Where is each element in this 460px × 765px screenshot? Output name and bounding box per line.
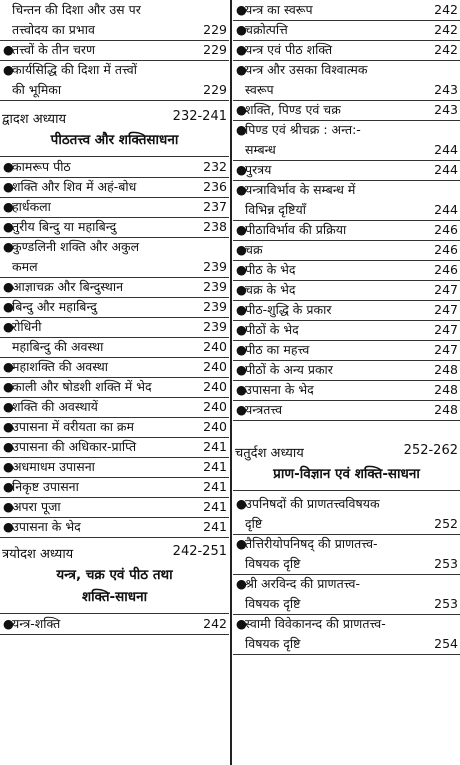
entry-title-line: आज्ञाचक्र और बिन्दुस्थान <box>12 279 124 294</box>
bullet-icon: ● <box>3 159 14 174</box>
chapter-heading <box>233 440 460 486</box>
toc-entry[interactable] <box>0 297 229 317</box>
bullet-icon: ● <box>3 199 14 214</box>
toc-entry-line <box>0 80 229 100</box>
toc-entry[interactable] <box>233 494 460 534</box>
entry-title-line: शक्ति की अवस्थायें <box>12 399 98 414</box>
toc-entry[interactable] <box>0 477 229 497</box>
bullet-icon: ● <box>3 519 14 534</box>
page-number: 242 <box>434 2 458 17</box>
toc-entry-line <box>233 320 460 340</box>
bullet-icon: ● <box>236 182 247 197</box>
toc-entry-line <box>0 217 229 237</box>
toc-entry[interactable] <box>233 120 460 160</box>
toc-entry-line <box>233 514 460 534</box>
page-number: 239 <box>203 259 227 274</box>
entry-divider <box>0 634 229 635</box>
toc-entry[interactable] <box>0 337 229 357</box>
bullet-icon: ● <box>3 399 14 414</box>
chapter-page-range: 242-251 <box>172 544 227 559</box>
toc-entry-line <box>0 257 229 277</box>
bullet-icon: ● <box>3 499 14 514</box>
entry-title-line: शक्ति और शिव में अहं-बोध <box>12 179 137 194</box>
entry-title-line: यन्त्राविर्भाव के सम्बन्ध में <box>245 182 356 197</box>
bullet-icon: ● <box>236 342 247 357</box>
entry-title-line: तुरीय बिन्दु या महाबिन्दु <box>12 219 117 234</box>
chapter-page-range: 252-262 <box>403 443 458 458</box>
entry-title-line: पीठ का महत्त्व <box>245 342 310 357</box>
entry-title-line: दृष्टि <box>245 516 263 531</box>
toc-entry-line <box>233 100 460 120</box>
bullet-icon: ● <box>3 379 14 394</box>
toc-entry[interactable] <box>0 237 229 277</box>
toc-entry[interactable] <box>233 534 460 574</box>
entry-title-line: पिण्ड एवं श्रीचक्र : अन्त:- <box>245 122 361 137</box>
toc-entry[interactable] <box>0 397 229 417</box>
entry-title-line: पीठ-शुद्धि के प्रकार <box>245 302 332 317</box>
toc-entry[interactable] <box>0 0 229 40</box>
chapter-subtitle: यन्त्र, चक्र एवं पीठ तथा <box>56 567 173 583</box>
entry-title-line: स्वरूप <box>245 82 274 97</box>
entry-title-line: तत्त्वों के तीन चरण <box>12 42 96 57</box>
toc-entry-line <box>233 40 460 60</box>
entry-divider <box>0 100 229 101</box>
bullet-icon: ● <box>3 299 14 314</box>
page-number: 254 <box>434 636 458 651</box>
toc-entry-line <box>0 60 229 80</box>
entry-title-line: उपासना में वरीयता का क्रम <box>12 419 135 434</box>
toc-entry-line <box>233 340 460 360</box>
entry-title-line: निकृष्ट उपासना <box>12 479 79 494</box>
toc-entry-line <box>233 494 460 514</box>
toc-entry[interactable] <box>0 457 229 477</box>
bullet-icon: ● <box>236 42 247 57</box>
page-number: 242 <box>434 42 458 57</box>
bullet-icon: ● <box>236 262 247 277</box>
toc-entry[interactable] <box>0 357 229 377</box>
page-number: 240 <box>203 359 227 374</box>
page-number: 253 <box>434 556 458 571</box>
toc-entry-line <box>0 517 229 537</box>
page-number: 244 <box>434 162 458 177</box>
entry-title-line: यन्त्र-शक्ति <box>12 616 61 631</box>
entry-divider <box>233 654 460 655</box>
page-number: 240 <box>203 339 227 354</box>
toc-entry[interactable] <box>233 240 460 260</box>
page-number: 239 <box>203 319 227 334</box>
bullet-icon: ● <box>236 122 247 137</box>
toc-entry[interactable] <box>0 60 229 100</box>
bullet-icon: ● <box>3 479 14 494</box>
bullet-icon: ● <box>236 536 247 551</box>
bullet-icon: ● <box>236 576 247 591</box>
toc-entry[interactable] <box>233 400 460 420</box>
toc-entry[interactable] <box>0 417 229 437</box>
entry-title-line: उपनिषदों की प्राणतत्त्वविषयक <box>245 496 380 511</box>
entry-title-line: अधमाधम उपासना <box>12 459 95 474</box>
page-number: 242 <box>203 616 227 631</box>
entry-divider <box>0 537 229 538</box>
page-number: 247 <box>434 282 458 297</box>
toc-entry[interactable] <box>233 340 460 360</box>
toc-entry-line <box>0 277 229 297</box>
toc-entry-line <box>233 554 460 574</box>
page-number: 247 <box>434 342 458 357</box>
entry-title-line: चिन्तन की दिशा और उस पर <box>12 2 141 17</box>
toc-entry-line <box>0 297 229 317</box>
toc-entry-line <box>0 614 229 634</box>
toc-entry-line <box>233 220 460 240</box>
toc-entry-line <box>233 360 460 380</box>
bullet-icon: ● <box>236 616 247 631</box>
page-number: 244 <box>434 142 458 157</box>
page-number: 246 <box>434 222 458 237</box>
page-number: 232 <box>203 159 227 174</box>
entry-title-line: तत्त्वोदय का प्रभाव <box>12 22 95 37</box>
page-number: 238 <box>203 219 227 234</box>
entry-title-line: चक्रोत्पत्ति <box>245 22 288 37</box>
toc-entry-line <box>0 417 229 437</box>
toc-entry[interactable] <box>233 180 460 220</box>
entry-title-line: तैत्तिरीयोपनिषद् की प्राणतत्त्व- <box>245 536 378 551</box>
bullet-icon: ● <box>236 242 247 257</box>
bullet-icon: ● <box>236 382 247 397</box>
page-number: 241 <box>203 459 227 474</box>
left-column <box>0 0 229 765</box>
bullet-icon: ● <box>3 419 14 434</box>
toc-entry-line <box>233 300 460 320</box>
toc-entry[interactable] <box>233 100 460 120</box>
entry-title-line: पीठाविर्भाव की प्रक्रिया <box>245 222 347 237</box>
entry-title-line: उपासना के भेद <box>245 382 314 397</box>
entry-title-line: यन्त्र और उसका विश्वात्मक <box>245 62 368 77</box>
toc-entry-line <box>0 337 229 357</box>
toc-entry-line <box>233 80 460 100</box>
toc-entry[interactable] <box>233 614 460 654</box>
toc-entry[interactable] <box>233 0 460 20</box>
page-number: 229 <box>203 82 227 97</box>
toc-entry[interactable] <box>0 277 229 297</box>
entry-title-line: यन्त्रतत्त्व <box>245 402 283 417</box>
toc-entry-line <box>233 380 460 400</box>
page-number: 247 <box>434 322 458 337</box>
page-number: 244 <box>434 202 458 217</box>
toc-entry-line <box>0 317 229 337</box>
toc-entry[interactable] <box>0 377 229 397</box>
page-number: 241 <box>203 499 227 514</box>
toc-entry[interactable] <box>233 380 460 400</box>
page-number: 239 <box>203 279 227 294</box>
entry-title-line: कुण्डलिनी शक्ति और अकुल <box>12 239 140 254</box>
bullet-icon: ● <box>236 496 247 511</box>
chapter-subtitle: प्राण-विज्ञान एवं शक्ति-साधना <box>273 466 420 482</box>
page-number: 239 <box>203 299 227 314</box>
toc-entry-line <box>233 140 460 160</box>
toc-entry-line <box>0 177 229 197</box>
toc-entry[interactable] <box>233 360 460 380</box>
entry-title-line: चक्र <box>245 242 263 257</box>
page-number: 248 <box>434 362 458 377</box>
page-number: 248 <box>434 402 458 417</box>
toc-entry[interactable] <box>0 157 229 177</box>
bullet-icon: ● <box>3 439 14 454</box>
toc-entry-line <box>233 240 460 260</box>
toc-entry-line <box>0 197 229 217</box>
bullet-icon: ● <box>3 62 14 77</box>
bullet-icon: ● <box>3 459 14 474</box>
toc-entry-line <box>0 457 229 477</box>
page-number: 246 <box>434 242 458 257</box>
entry-title-line: कामरूप पीठ <box>12 159 71 174</box>
toc-entry-line <box>233 574 460 594</box>
entry-title-line: विषयक दृष्टि <box>245 556 301 571</box>
toc-entry[interactable] <box>233 320 460 340</box>
entry-title-line: कार्यसिद्धि की दिशा में तत्त्वों <box>12 62 137 77</box>
entry-title-line: महाशक्ति की अवस्था <box>12 359 109 374</box>
toc-entry[interactable] <box>0 217 229 237</box>
toc-entry-line <box>233 260 460 280</box>
toc-entry-line <box>0 237 229 257</box>
entry-title-line: स्वामी विवेकानन्द की प्राणतत्त्व- <box>245 616 386 631</box>
chapter-title: त्रयोदश अध्याय <box>2 547 74 562</box>
entry-title-line: हार्धकला <box>12 199 51 214</box>
page-number: 241 <box>203 519 227 534</box>
toc-entry[interactable] <box>233 20 460 40</box>
toc-entry-line <box>233 120 460 140</box>
bullet-icon: ● <box>236 362 247 377</box>
entry-title-line: यन्त्र एवं पीठ शक्ति <box>245 42 333 57</box>
toc-entry-line <box>233 280 460 300</box>
entry-title-line: कमल <box>12 259 38 274</box>
bullet-icon: ● <box>3 42 14 57</box>
bullet-icon: ● <box>3 319 14 334</box>
toc-entry-line <box>0 477 229 497</box>
bullet-icon: ● <box>236 222 247 237</box>
toc-entry-line <box>233 400 460 420</box>
chapter-heading <box>0 106 229 152</box>
entry-title-line: पीठों के अन्य प्रकार <box>245 362 333 377</box>
chapter-title: चतुर्दश अध्याय <box>235 446 304 461</box>
page-number: 243 <box>434 102 458 117</box>
toc-entry[interactable] <box>233 60 460 100</box>
entry-title-line: पीठों के भेद <box>245 322 299 337</box>
toc-entry-line <box>0 437 229 457</box>
toc-entry-line <box>233 634 460 654</box>
page-number: 236 <box>203 179 227 194</box>
entry-title-line: महाबिन्दु की अवस्था <box>12 339 104 354</box>
toc-entry-line <box>233 200 460 220</box>
entry-title-line: पीठ के भेद <box>245 262 296 277</box>
toc-entry[interactable] <box>233 160 460 180</box>
entry-title-line: श्री अरविन्द की प्राणतत्त्व- <box>245 576 360 591</box>
page-number: 237 <box>203 199 227 214</box>
toc-entry-line <box>0 497 229 517</box>
toc-entry-line <box>233 614 460 634</box>
toc-entry[interactable] <box>233 300 460 320</box>
page-number: 248 <box>434 382 458 397</box>
page-number: 229 <box>203 42 227 57</box>
page-number: 247 <box>434 302 458 317</box>
toc-entry-line <box>233 160 460 180</box>
bullet-icon: ● <box>236 402 247 417</box>
page-number: 242 <box>434 22 458 37</box>
entry-title-line: विषयक दृष्टि <box>245 636 301 651</box>
page-number: 246 <box>434 262 458 277</box>
toc-entry-line <box>233 594 460 614</box>
page-number: 241 <box>203 479 227 494</box>
entry-title-line: की भूमिका <box>12 82 62 97</box>
toc-entry[interactable] <box>233 574 460 614</box>
toc-entry[interactable] <box>0 497 229 517</box>
entry-title-line: शक्ति, पिण्ड एवं चक्र <box>245 102 341 117</box>
bullet-icon: ● <box>236 322 247 337</box>
toc-entry[interactable] <box>0 437 229 457</box>
chapter-heading <box>0 541 229 609</box>
toc-entry-line <box>233 534 460 554</box>
toc-entry-line <box>0 0 229 20</box>
bullet-icon: ● <box>3 219 14 234</box>
toc-entry-line <box>0 397 229 417</box>
toc-entry[interactable] <box>0 614 229 634</box>
toc-entry-line <box>0 40 229 60</box>
entry-title-line: उपासना की अधिकार-प्राप्ति <box>12 439 137 454</box>
bullet-icon: ● <box>3 239 14 254</box>
toc-entry[interactable] <box>0 40 229 60</box>
toc-entry-line <box>0 157 229 177</box>
entry-title-line: विभिन्न दृष्टियाँ <box>245 202 306 217</box>
page-number: 229 <box>203 22 227 37</box>
entry-divider <box>233 420 460 421</box>
page-number: 243 <box>434 82 458 97</box>
bullet-icon: ● <box>236 2 247 17</box>
bullet-icon: ● <box>236 162 247 177</box>
toc-entry-line <box>233 0 460 20</box>
entry-title-line: उपासना के भेद <box>12 519 81 534</box>
entry-title-line: पुरत्रय <box>245 162 272 177</box>
toc-entry-line <box>0 357 229 377</box>
toc-entry[interactable] <box>0 317 229 337</box>
toc-entry[interactable] <box>233 260 460 280</box>
bullet-icon: ● <box>236 302 247 317</box>
page-number: 240 <box>203 399 227 414</box>
chapter-title: द्वादश अध्याय <box>2 112 66 127</box>
entry-title-line: अपरा पूजा <box>12 499 61 514</box>
bullet-icon: ● <box>3 616 14 631</box>
chapter-subtitle: पीठतत्त्व और शक्तिसाधना <box>50 132 179 148</box>
right-column <box>233 0 460 765</box>
bullet-icon: ● <box>236 62 247 77</box>
toc-entry[interactable] <box>233 40 460 60</box>
page-number: 240 <box>203 379 227 394</box>
toc-entry[interactable] <box>233 280 460 300</box>
chapter-subtitle: शक्ति-साधना <box>81 589 148 605</box>
page-number: 252 <box>434 516 458 531</box>
entry-title-line: बिन्दु और महाबिन्दु <box>12 299 97 314</box>
bullet-icon: ● <box>236 282 247 297</box>
toc-entry[interactable] <box>0 517 229 537</box>
bullet-icon: ● <box>3 279 14 294</box>
toc-entry-line <box>0 20 229 40</box>
entry-divider <box>233 490 460 491</box>
bullet-icon: ● <box>3 359 14 374</box>
toc-entry-line <box>233 20 460 40</box>
entry-title-line: चक्र के भेद <box>245 282 296 297</box>
toc-entry-line <box>233 180 460 200</box>
entry-title-line: रोधिनी <box>12 319 42 334</box>
entry-title-line: काली और षोडशी शक्ति में भेद <box>12 379 152 394</box>
toc-entry[interactable] <box>0 177 229 197</box>
bullet-icon: ● <box>236 22 247 37</box>
page-number: 253 <box>434 596 458 611</box>
entry-title-line: सम्बन्ध <box>245 142 276 157</box>
toc-entry[interactable] <box>233 220 460 240</box>
chapter-page-range: 232-241 <box>172 109 227 124</box>
page-number: 241 <box>203 439 227 454</box>
bullet-icon: ● <box>3 179 14 194</box>
toc-entry-line <box>0 377 229 397</box>
page-number: 240 <box>203 419 227 434</box>
bullet-icon: ● <box>236 102 247 117</box>
entry-title-line: विषयक दृष्टि <box>245 596 301 611</box>
entry-title-line: यन्त्र का स्वरूप <box>245 2 313 17</box>
toc-entry[interactable] <box>0 197 229 217</box>
toc-entry-line <box>233 60 460 80</box>
